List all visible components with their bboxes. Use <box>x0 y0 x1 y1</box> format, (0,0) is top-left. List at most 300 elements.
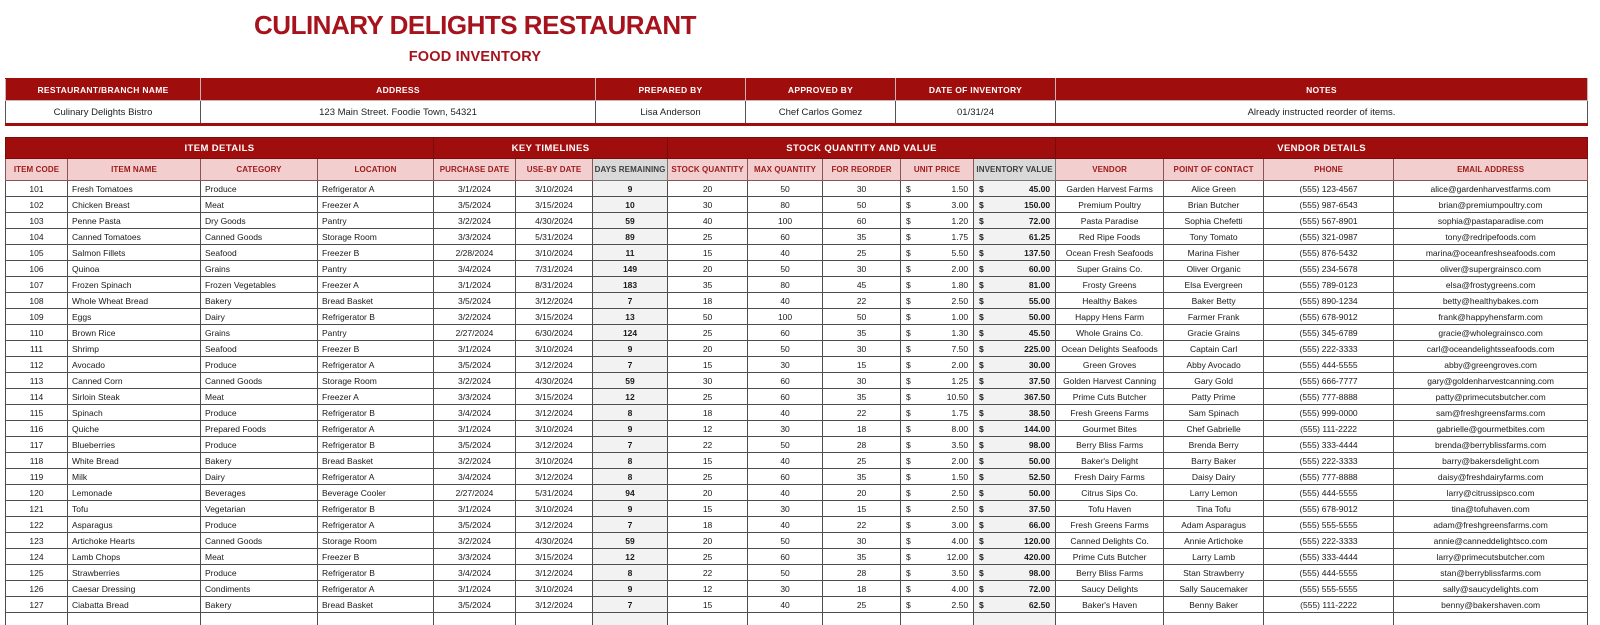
cell-email-address[interactable]: carl@oceandelightsseafoods.com <box>1394 341 1588 357</box>
cell-days-remaining[interactable]: 9 <box>593 181 668 197</box>
cell-location[interactable]: Refrigerator A <box>318 421 434 437</box>
cell-stock-quantity[interactable]: 25 <box>668 325 748 341</box>
cell-max-quantity[interactable]: 100 <box>748 213 823 229</box>
cell-days-remaining[interactable]: 7 <box>593 357 668 373</box>
cell-phone[interactable]: (555) 890-1234 <box>1264 293 1394 309</box>
cell-max-quantity[interactable]: 60 <box>748 469 823 485</box>
cell-inventory-value[interactable] <box>974 389 1056 405</box>
cell-empty[interactable] <box>823 613 901 625</box>
cell-max-quantity[interactable]: 50 <box>748 261 823 277</box>
cell-use-by-date[interactable]: 3/12/2024 <box>516 565 593 581</box>
cell-purchase-date[interactable]: 3/4/2024 <box>434 261 516 277</box>
cell-location[interactable]: Refrigerator B <box>318 309 434 325</box>
cell-location[interactable]: Freezer B <box>318 549 434 565</box>
cell-unit-price[interactable] <box>901 197 974 213</box>
cell-phone[interactable]: (555) 222-3333 <box>1264 533 1394 549</box>
cell-inventory-value[interactable] <box>974 533 1056 549</box>
cell-item-name[interactable]: White Bread <box>68 453 201 469</box>
cell-stock-quantity[interactable]: 50 <box>668 309 748 325</box>
cell-item-name[interactable]: Penne Pasta <box>68 213 201 229</box>
cell-unit-price[interactable] <box>901 581 974 597</box>
cell-use-by-date[interactable]: 3/10/2024 <box>516 245 593 261</box>
cell-days-remaining[interactable]: 7 <box>593 517 668 533</box>
cell-item-name[interactable]: Lamb Chops <box>68 549 201 565</box>
cell-use-by-date[interactable]: 4/30/2024 <box>516 373 593 389</box>
cell-email-address[interactable]: gary@goldenharvestcanning.com <box>1394 373 1588 389</box>
cell-location[interactable]: Freezer A <box>318 197 434 213</box>
cell-for-reorder[interactable]: 35 <box>823 389 901 405</box>
cell-days-remaining[interactable]: 149 <box>593 261 668 277</box>
cell-vendor[interactable]: Saucy Delights <box>1056 581 1164 597</box>
cell-point-of-contact[interactable]: Alice Green <box>1164 181 1264 197</box>
cell-point-of-contact[interactable]: Sophia Chefetti <box>1164 213 1264 229</box>
cell-unit-price[interactable] <box>901 453 974 469</box>
cell-category[interactable]: Meat <box>201 197 318 213</box>
cell-category[interactable]: Grains <box>201 325 318 341</box>
cell-empty[interactable] <box>68 613 201 625</box>
cell-stock-quantity[interactable]: 12 <box>668 581 748 597</box>
cell-point-of-contact[interactable]: Larry Lamb <box>1164 549 1264 565</box>
cell-point-of-contact[interactable]: Elsa Evergreen <box>1164 277 1264 293</box>
cell-stock-quantity[interactable]: 30 <box>668 373 748 389</box>
cell-use-by-date[interactable]: 3/15/2024 <box>516 309 593 325</box>
cell-point-of-contact[interactable]: Baker Betty <box>1164 293 1264 309</box>
cell-use-by-date[interactable]: 3/12/2024 <box>516 469 593 485</box>
cell-use-by-date[interactable]: 3/12/2024 <box>516 597 593 613</box>
cell-max-quantity[interactable]: 40 <box>748 517 823 533</box>
cell-empty[interactable] <box>748 613 823 625</box>
cell-item-code[interactable]: 122 <box>6 517 68 533</box>
cell-email-address[interactable]: tina@tofuhaven.com <box>1394 501 1588 517</box>
cell-item-code[interactable]: 106 <box>6 261 68 277</box>
cell-email-address[interactable]: sophia@pastaparadise.com <box>1394 213 1588 229</box>
cell-use-by-date[interactable]: 3/15/2024 <box>516 549 593 565</box>
cell-for-reorder[interactable]: 50 <box>823 309 901 325</box>
cell-max-quantity[interactable]: 60 <box>748 229 823 245</box>
cell-item-name[interactable]: Canned Tomatoes <box>68 229 201 245</box>
cell-vendor[interactable]: Garden Harvest Farms <box>1056 181 1164 197</box>
cell-days-remaining[interactable]: 7 <box>593 437 668 453</box>
cell-email-address[interactable]: stan@berryblissfarms.com <box>1394 565 1588 581</box>
cell-inventory-value[interactable] <box>974 421 1056 437</box>
cell-phone[interactable]: (555) 321-0987 <box>1264 229 1394 245</box>
cell-unit-price[interactable] <box>901 357 974 373</box>
cell-stock-quantity[interactable]: 15 <box>668 357 748 373</box>
cell-inventory-value[interactable] <box>974 325 1056 341</box>
cell-unit-price[interactable] <box>901 469 974 485</box>
cell-item-name[interactable]: Asparagus <box>68 517 201 533</box>
cell-location[interactable]: Refrigerator A <box>318 581 434 597</box>
cell-phone[interactable]: (555) 333-4444 <box>1264 437 1394 453</box>
cell-for-reorder[interactable]: 60 <box>823 213 901 229</box>
cell-inventory-value[interactable] <box>974 469 1056 485</box>
cell-item-code[interactable]: 104 <box>6 229 68 245</box>
cell-purchase-date[interactable]: 3/5/2024 <box>434 597 516 613</box>
cell-unit-price[interactable] <box>901 213 974 229</box>
cell-for-reorder[interactable]: 35 <box>823 469 901 485</box>
cell-item-code[interactable]: 117 <box>6 437 68 453</box>
cell-use-by-date[interactable]: 4/30/2024 <box>516 213 593 229</box>
cell-item-code[interactable]: 113 <box>6 373 68 389</box>
cell-purchase-date[interactable]: 2/27/2024 <box>434 485 516 501</box>
cell-point-of-contact[interactable]: Oliver Organic <box>1164 261 1264 277</box>
cell-days-remaining[interactable]: 11 <box>593 245 668 261</box>
cell-stock-quantity[interactable]: 18 <box>668 517 748 533</box>
cell-stock-quantity[interactable]: 20 <box>668 533 748 549</box>
cell-location[interactable]: Pantry <box>318 213 434 229</box>
cell-purchase-date[interactable]: 2/27/2024 <box>434 325 516 341</box>
cell-location[interactable]: Refrigerator A <box>318 181 434 197</box>
cell-phone[interactable]: (555) 999-0000 <box>1264 405 1394 421</box>
cell-days-remaining[interactable]: 10 <box>593 197 668 213</box>
cell-unit-price[interactable] <box>901 517 974 533</box>
cell-purchase-date[interactable]: 2/28/2024 <box>434 245 516 261</box>
cell-category[interactable]: Produce <box>201 437 318 453</box>
cell-unit-price[interactable] <box>901 549 974 565</box>
cell-vendor[interactable]: Tofu Haven <box>1056 501 1164 517</box>
cell-point-of-contact[interactable]: Marina Fisher <box>1164 245 1264 261</box>
cell-phone[interactable]: (555) 123-4567 <box>1264 181 1394 197</box>
cell-point-of-contact[interactable]: Barry Baker <box>1164 453 1264 469</box>
cell-purchase-date[interactable]: 3/5/2024 <box>434 293 516 309</box>
cell-email-address[interactable]: benny@bakershaven.com <box>1394 597 1588 613</box>
cell-vendor[interactable]: Gourmet Bites <box>1056 421 1164 437</box>
cell-vendor[interactable]: Frosty Greens <box>1056 277 1164 293</box>
cell-item-code[interactable]: 116 <box>6 421 68 437</box>
cell-location[interactable]: Pantry <box>318 261 434 277</box>
cell-max-quantity[interactable]: 60 <box>748 325 823 341</box>
cell-for-reorder[interactable]: 15 <box>823 357 901 373</box>
cell-inventory-value[interactable] <box>974 261 1056 277</box>
cell-location[interactable]: Refrigerator B <box>318 565 434 581</box>
cell-category[interactable]: Canned Goods <box>201 533 318 549</box>
cell-empty[interactable] <box>1264 613 1394 625</box>
cell-item-code[interactable]: 101 <box>6 181 68 197</box>
cell-max-quantity[interactable]: 50 <box>748 565 823 581</box>
cell-use-by-date[interactable]: 6/30/2024 <box>516 325 593 341</box>
cell-item-code[interactable]: 127 <box>6 597 68 613</box>
cell-item-name[interactable]: Quinoa <box>68 261 201 277</box>
cell-point-of-contact[interactable]: Benny Baker <box>1164 597 1264 613</box>
cell-point-of-contact[interactable]: Sally Saucemaker <box>1164 581 1264 597</box>
cell-days-remaining[interactable]: 12 <box>593 549 668 565</box>
cell-inventory-value[interactable] <box>974 341 1056 357</box>
cell-item-name[interactable]: Brown Rice <box>68 325 201 341</box>
cell-days-remaining[interactable]: 7 <box>593 293 668 309</box>
cell-purchase-date[interactable]: 3/4/2024 <box>434 565 516 581</box>
cell-max-quantity[interactable]: 30 <box>748 581 823 597</box>
cell-max-quantity[interactable]: 60 <box>748 373 823 389</box>
cell-for-reorder[interactable]: 18 <box>823 421 901 437</box>
cell-vendor[interactable]: Fresh Greens Farms <box>1056 405 1164 421</box>
cell-phone[interactable]: (555) 555-5555 <box>1264 517 1394 533</box>
cell-vendor[interactable]: Golden Harvest Canning <box>1056 373 1164 389</box>
cell-item-code[interactable]: 121 <box>6 501 68 517</box>
cell-days-remaining[interactable]: 8 <box>593 469 668 485</box>
cell-empty[interactable] <box>434 613 516 625</box>
cell-location[interactable]: Bread Basket <box>318 597 434 613</box>
cell-max-quantity[interactable]: 80 <box>748 197 823 213</box>
cell-location[interactable]: Refrigerator B <box>318 437 434 453</box>
cell-item-code[interactable]: 118 <box>6 453 68 469</box>
cell-email-address[interactable]: brenda@berryblissfarms.com <box>1394 437 1588 453</box>
cell-use-by-date[interactable]: 3/12/2024 <box>516 517 593 533</box>
cell-vendor[interactable]: Berry Bliss Farms <box>1056 565 1164 581</box>
cell-purchase-date[interactable]: 3/5/2024 <box>434 197 516 213</box>
cell-stock-quantity[interactable]: 25 <box>668 389 748 405</box>
cell-email-address[interactable]: abby@greengroves.com <box>1394 357 1588 373</box>
cell-for-reorder[interactable]: 50 <box>823 197 901 213</box>
cell-date-of-inventory[interactable]: 01/31/24 <box>896 101 1056 125</box>
cell-days-remaining[interactable]: 8 <box>593 453 668 469</box>
cell-notes[interactable]: Already instructed reorder of items. <box>1056 101 1588 125</box>
cell-purchase-date[interactable]: 3/5/2024 <box>434 437 516 453</box>
cell-use-by-date[interactable]: 7/31/2024 <box>516 261 593 277</box>
cell-for-reorder[interactable]: 35 <box>823 325 901 341</box>
cell-location[interactable]: Beverage Cooler <box>318 485 434 501</box>
cell-vendor[interactable]: Ocean Delights Seafoods <box>1056 341 1164 357</box>
cell-for-reorder[interactable]: 25 <box>823 453 901 469</box>
cell-phone[interactable]: (555) 333-4444 <box>1264 549 1394 565</box>
cell-category[interactable]: Dairy <box>201 469 318 485</box>
cell-use-by-date[interactable]: 3/10/2024 <box>516 421 593 437</box>
cell-purchase-date[interactable]: 3/1/2024 <box>434 181 516 197</box>
cell-phone[interactable]: (555) 444-5555 <box>1264 565 1394 581</box>
cell-stock-quantity[interactable]: 30 <box>668 197 748 213</box>
cell-use-by-date[interactable]: 5/31/2024 <box>516 485 593 501</box>
cell-location[interactable]: Refrigerator A <box>318 357 434 373</box>
cell-inventory-value[interactable] <box>974 405 1056 421</box>
cell-item-code[interactable]: 120 <box>6 485 68 501</box>
cell-purchase-date[interactable]: 3/4/2024 <box>434 405 516 421</box>
cell-max-quantity[interactable]: 80 <box>748 277 823 293</box>
cell-inventory-value[interactable] <box>974 357 1056 373</box>
cell-category[interactable]: Bakery <box>201 453 318 469</box>
cell-location[interactable]: Storage Room <box>318 373 434 389</box>
cell-unit-price[interactable] <box>901 597 974 613</box>
cell-vendor[interactable]: Whole Grains Co. <box>1056 325 1164 341</box>
cell-phone[interactable]: (555) 234-5678 <box>1264 261 1394 277</box>
cell-inventory-value[interactable] <box>974 277 1056 293</box>
cell-location[interactable]: Freezer A <box>318 277 434 293</box>
cell-purchase-date[interactable]: 3/3/2024 <box>434 389 516 405</box>
cell-location[interactable]: Refrigerator A <box>318 517 434 533</box>
cell-use-by-date[interactable]: 3/10/2024 <box>516 181 593 197</box>
cell-use-by-date[interactable]: 4/30/2024 <box>516 533 593 549</box>
cell-item-name[interactable]: Shrimp <box>68 341 201 357</box>
cell-purchase-date[interactable]: 3/1/2024 <box>434 501 516 517</box>
cell-item-name[interactable]: Ciabatta Bread <box>68 597 201 613</box>
cell-item-code[interactable]: 124 <box>6 549 68 565</box>
cell-email-address[interactable]: brian@premiumpoultry.com <box>1394 197 1588 213</box>
cell-item-name[interactable]: Sirloin Steak <box>68 389 201 405</box>
cell-for-reorder[interactable]: 28 <box>823 565 901 581</box>
cell-category[interactable]: Canned Goods <box>201 373 318 389</box>
cell-for-reorder[interactable]: 22 <box>823 405 901 421</box>
cell-point-of-contact[interactable]: Gracie Grains <box>1164 325 1264 341</box>
cell-purchase-date[interactable]: 3/3/2024 <box>434 229 516 245</box>
cell-for-reorder[interactable]: 30 <box>823 373 901 389</box>
cell-category[interactable]: Condiments <box>201 581 318 597</box>
cell-item-code[interactable]: 107 <box>6 277 68 293</box>
cell-item-name[interactable]: Avocado <box>68 357 201 373</box>
cell-purchase-date[interactable]: 3/2/2024 <box>434 213 516 229</box>
cell-location[interactable]: Pantry <box>318 325 434 341</box>
cell-phone[interactable]: (555) 345-6789 <box>1264 325 1394 341</box>
cell-item-code[interactable]: 123 <box>6 533 68 549</box>
cell-for-reorder[interactable]: 35 <box>823 229 901 245</box>
cell-inventory-value[interactable] <box>974 437 1056 453</box>
cell-for-reorder[interactable]: 45 <box>823 277 901 293</box>
cell-location[interactable]: Freezer A <box>318 389 434 405</box>
cell-email-address[interactable]: larry@primecutsbutcher.com <box>1394 549 1588 565</box>
cell-category[interactable]: Dairy <box>201 309 318 325</box>
cell-days-remaining[interactable]: 59 <box>593 373 668 389</box>
cell-email-address[interactable]: elsa@frostygreens.com <box>1394 277 1588 293</box>
cell-unit-price[interactable] <box>901 373 974 389</box>
cell-point-of-contact[interactable]: Captain Carl <box>1164 341 1264 357</box>
cell-max-quantity[interactable]: 30 <box>748 357 823 373</box>
cell-point-of-contact[interactable]: Chef Gabrielle <box>1164 421 1264 437</box>
cell-unit-price[interactable] <box>901 277 974 293</box>
cell-max-quantity[interactable]: 40 <box>748 293 823 309</box>
cell-email-address[interactable]: alice@gardenharvestfarms.com <box>1394 181 1588 197</box>
cell-empty[interactable] <box>1164 613 1264 625</box>
cell-stock-quantity[interactable]: 15 <box>668 453 748 469</box>
cell-category[interactable]: Beverages <box>201 485 318 501</box>
cell-stock-quantity[interactable]: 15 <box>668 597 748 613</box>
cell-vendor[interactable]: Baker's Delight <box>1056 453 1164 469</box>
cell-for-reorder[interactable]: 22 <box>823 517 901 533</box>
cell-inventory-value[interactable] <box>974 293 1056 309</box>
cell-max-quantity[interactable]: 30 <box>748 501 823 517</box>
cell-point-of-contact[interactable]: Sam Spinach <box>1164 405 1264 421</box>
cell-inventory-value[interactable] <box>974 549 1056 565</box>
cell-location[interactable]: Refrigerator B <box>318 405 434 421</box>
cell-location[interactable]: Bread Basket <box>318 453 434 469</box>
cell-category[interactable]: Produce <box>201 181 318 197</box>
cell-email-address[interactable]: marina@oceanfreshseafoods.com <box>1394 245 1588 261</box>
cell-empty[interactable] <box>201 613 318 625</box>
cell-vendor[interactable]: Premium Poultry <box>1056 197 1164 213</box>
cell-unit-price[interactable] <box>901 565 974 581</box>
cell-category[interactable]: Grains <box>201 261 318 277</box>
cell-vendor[interactable]: Green Groves <box>1056 357 1164 373</box>
cell-phone[interactable]: (555) 876-5432 <box>1264 245 1394 261</box>
cell-days-remaining[interactable]: 9 <box>593 341 668 357</box>
cell-item-code[interactable]: 126 <box>6 581 68 597</box>
cell-item-name[interactable]: Caesar Dressing <box>68 581 201 597</box>
cell-restaurant-name[interactable]: Culinary Delights Bistro <box>6 101 201 125</box>
cell-purchase-date[interactable]: 3/5/2024 <box>434 517 516 533</box>
cell-use-by-date[interactable]: 3/12/2024 <box>516 357 593 373</box>
cell-use-by-date[interactable]: 3/10/2024 <box>516 341 593 357</box>
cell-purchase-date[interactable]: 3/3/2024 <box>434 549 516 565</box>
cell-unit-price[interactable] <box>901 533 974 549</box>
cell-category[interactable]: Canned Goods <box>201 229 318 245</box>
cell-inventory-value[interactable] <box>974 581 1056 597</box>
cell-category[interactable]: Vegetarian <box>201 501 318 517</box>
cell-phone[interactable]: (555) 567-8901 <box>1264 213 1394 229</box>
cell-stock-quantity[interactable]: 20 <box>668 341 748 357</box>
cell-unit-price[interactable] <box>901 229 974 245</box>
cell-empty[interactable] <box>318 613 434 625</box>
cell-days-remaining[interactable]: 59 <box>593 533 668 549</box>
cell-days-remaining[interactable]: 9 <box>593 501 668 517</box>
cell-phone[interactable]: (555) 444-5555 <box>1264 357 1394 373</box>
cell-empty[interactable] <box>1394 613 1588 625</box>
cell-inventory-value[interactable] <box>974 485 1056 501</box>
cell-stock-quantity[interactable]: 22 <box>668 565 748 581</box>
cell-point-of-contact[interactable]: Brian Butcher <box>1164 197 1264 213</box>
cell-email-address[interactable]: annie@canneddelightsco.com <box>1394 533 1588 549</box>
cell-stock-quantity[interactable]: 20 <box>668 181 748 197</box>
cell-item-name[interactable]: Quiche <box>68 421 201 437</box>
cell-vendor[interactable]: Red Ripe Foods <box>1056 229 1164 245</box>
cell-category[interactable]: Bakery <box>201 293 318 309</box>
cell-for-reorder[interactable]: 35 <box>823 549 901 565</box>
cell-days-remaining[interactable]: 13 <box>593 309 668 325</box>
cell-category[interactable]: Prepared Foods <box>201 421 318 437</box>
cell-max-quantity[interactable]: 40 <box>748 245 823 261</box>
cell-inventory-value[interactable] <box>974 197 1056 213</box>
cell-email-address[interactable]: gabrielle@gourmetbites.com <box>1394 421 1588 437</box>
cell-vendor[interactable]: Prime Cuts Butcher <box>1056 549 1164 565</box>
cell-vendor[interactable]: Baker's Haven <box>1056 597 1164 613</box>
cell-inventory-value[interactable] <box>974 373 1056 389</box>
cell-for-reorder[interactable]: 30 <box>823 261 901 277</box>
cell-days-remaining[interactable]: 124 <box>593 325 668 341</box>
cell-purchase-date[interactable]: 3/1/2024 <box>434 341 516 357</box>
cell-item-name[interactable]: Fresh Tomatoes <box>68 181 201 197</box>
cell-phone[interactable]: (555) 789-0123 <box>1264 277 1394 293</box>
cell-use-by-date[interactable]: 3/12/2024 <box>516 293 593 309</box>
cell-item-code[interactable]: 125 <box>6 565 68 581</box>
cell-category[interactable]: Dry Goods <box>201 213 318 229</box>
cell-days-remaining[interactable]: 9 <box>593 421 668 437</box>
cell-point-of-contact[interactable]: Larry Lemon <box>1164 485 1264 501</box>
cell-item-name[interactable]: Tofu <box>68 501 201 517</box>
cell-inventory-value[interactable] <box>974 597 1056 613</box>
cell-use-by-date[interactable]: 3/15/2024 <box>516 197 593 213</box>
cell-for-reorder[interactable]: 22 <box>823 293 901 309</box>
cell-item-name[interactable]: Blueberries <box>68 437 201 453</box>
cell-location[interactable]: Refrigerator A <box>318 469 434 485</box>
cell-category[interactable]: Meat <box>201 549 318 565</box>
cell-category[interactable]: Produce <box>201 517 318 533</box>
cell-item-code[interactable]: 109 <box>6 309 68 325</box>
cell-use-by-date[interactable]: 3/10/2024 <box>516 453 593 469</box>
cell-inventory-value[interactable] <box>974 181 1056 197</box>
cell-item-name[interactable]: Frozen Spinach <box>68 277 201 293</box>
cell-max-quantity[interactable]: 60 <box>748 549 823 565</box>
cell-point-of-contact[interactable]: Gary Gold <box>1164 373 1264 389</box>
cell-location[interactable]: Bread Basket <box>318 293 434 309</box>
cell-category[interactable]: Bakery <box>201 597 318 613</box>
cell-location[interactable]: Freezer B <box>318 341 434 357</box>
cell-stock-quantity[interactable]: 25 <box>668 229 748 245</box>
cell-email-address[interactable]: daisy@freshdairyfarms.com <box>1394 469 1588 485</box>
cell-max-quantity[interactable]: 50 <box>748 181 823 197</box>
cell-email-address[interactable]: barry@bakersdelight.com <box>1394 453 1588 469</box>
cell-address[interactable]: 123 Main Street. Foodie Town, 54321 <box>201 101 596 125</box>
cell-point-of-contact[interactable]: Adam Asparagus <box>1164 517 1264 533</box>
cell-use-by-date[interactable]: 3/12/2024 <box>516 437 593 453</box>
cell-days-remaining[interactable]: 183 <box>593 277 668 293</box>
cell-max-quantity[interactable]: 100 <box>748 309 823 325</box>
cell-purchase-date[interactable]: 3/1/2024 <box>434 421 516 437</box>
cell-vendor[interactable]: Prime Cuts Butcher <box>1056 389 1164 405</box>
